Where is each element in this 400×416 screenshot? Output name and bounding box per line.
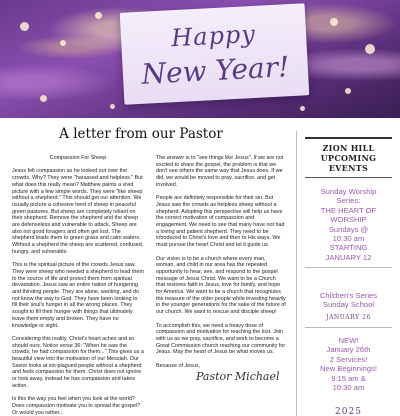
event-line: Series:	[336, 196, 361, 206]
event-line: 10:30 am	[332, 383, 365, 393]
event-line: NEW!	[338, 336, 359, 345]
bokeh-light	[365, 44, 375, 54]
event-line: New Beginnings!	[320, 364, 377, 374]
card-text-line1: Happy	[170, 19, 257, 53]
paragraph: People are definitely responsible for their sin. But Jesus saw the crowds as helpless sheep without a shepherd. Adopting this perspective will help us have the correct motivation of compassion and engagement. We need to see that many have not had a loving and patient shepherd. They need to be introduced to Christ's love and then to His ways. We must pursue the heart Christ and let it guide us.	[156, 195, 285, 249]
article-column-1	[12, 155, 144, 416]
event-line: 2 Services!	[329, 354, 368, 364]
paragraph: Is this the way you feel when you look at the world? Does compassion motivate you to spread the gospel? Or would you rather...	[12, 396, 141, 416]
bokeh-light	[60, 40, 66, 46]
paragraph: Considering this reality, Christ's heart aches and so should ours. Notice verse 36: "When he saw the crowds, he had compassion for them..." This gives us a beautiful view into the motivation of our Messiah. Our Savior looks at sin-plagued people without a shepherd and feels compassion for them. Christ does not ignore or look away, instead he has compassion and takes action.	[12, 335, 144, 389]
closing-line: Because of Jesus,	[156, 362, 201, 369]
bokeh-light	[40, 95, 47, 102]
event-childrens-series	[301, 291, 396, 322]
event-line: STARTING	[329, 243, 368, 253]
sidebar-title-line: EVENTS	[328, 163, 369, 173]
event-line: Children's Series	[319, 291, 378, 300]
event-line: Sunday Worship	[320, 187, 377, 196]
sidebar-year: 2025	[335, 407, 362, 416]
event-divider	[305, 267, 392, 268]
article-title: A letter from our Pastor	[59, 126, 223, 142]
bokeh-light	[300, 106, 305, 111]
pastor-signature: Pastor Michael	[196, 370, 280, 384]
event-line: 9:15 am &	[331, 373, 366, 383]
bokeh-light	[20, 22, 29, 31]
greeting-card	[120, 3, 310, 105]
event-line: 10:30 am	[332, 234, 365, 244]
event-divider	[305, 327, 392, 328]
paragraph: Jesus felt compassion as he looked out over the crowds. Why? They were "harassed and helpless." But what does this really mean? Matthew paints a vivid picture with a few simple words. They were "like sheep without a shepherd." This should get our attention. We usually picture a cohesive herd of sheep in peaceful green pastures. But sheep are completely reliant on their shepherd. Remove the shepherd and the sheep are defenseless and vulnerable to attack. Sheep are also not good foragers and often get lost. The shepherd leads them to green grass and calm waters. Without a shepherd the sheep are scattered, confused, hungry, and vulnerable.	[12, 168, 144, 255]
sidebar-title	[301, 143, 396, 173]
event-line: Sundays @	[328, 224, 369, 234]
sidebar-title-line: ZION HILL	[322, 143, 375, 153]
bokeh-light	[110, 104, 115, 109]
event-line: Sunday School	[322, 300, 375, 310]
event-line: JANUARY 12	[325, 252, 372, 262]
event-line: WORSHIP	[330, 215, 367, 225]
bokeh-light	[345, 88, 351, 94]
bokeh-light	[95, 12, 102, 19]
paragraph: Our vision is to be a church where every man, woman, and child in our area has the repeated opportunity to hear, see, and respond to the gospel message of Jesus Christ. We want to be a Church that restores faith in Jesus, love for family, and hope for America. We want to be a church that recognizes the treasure of the older people while investing heavily in the younger generations for the sake of the future of our church. We want to rescue and disciple sheep!	[156, 255, 286, 316]
new-year-banner	[0, 0, 400, 118]
sidebar-top-rule	[305, 137, 392, 139]
sidebar-title-rule	[305, 177, 392, 178]
article-column-2	[156, 155, 286, 384]
event-sunday-worship	[301, 187, 396, 262]
event-date: JANUARY 26	[325, 313, 372, 321]
event-line: THE HEART OF	[320, 205, 377, 215]
bokeh-light	[330, 18, 338, 26]
card-text-line2: New Year!	[140, 50, 291, 91]
event-line: January 26th	[326, 345, 371, 355]
paragraph: This is the spiritual picture of the crowds Jesus saw. They were sheep who needed a shepherd to lead them to the source of life and protect them from spiritual devastation. Jesus saw an entire nation of hungering and thirsting people. They are alone, wanting, and do not know the way to God. They have been looking to fill their soul's hunger in all the wrong places. They sought to fill their hunger with things that ultimately leave them empty and broken. They have no knowledge or sight.	[12, 262, 144, 329]
paragraph: To accomplish this, we need a heavy dose of compassion and motivation for reaching the lost. Join with us as we pray, sacrifice, and work to become a Great Commission church reaching our community for Jesus. May the heart of Jesus be what moves us.	[156, 322, 286, 356]
column-heading: Compassion For Sheep	[49, 155, 107, 161]
events-sidebar	[296, 131, 396, 416]
event-new-services	[301, 336, 396, 392]
paragraph: The answer is to "see things like Jesus". If we are not excited to share the gospel, the problem is that we don't see others the same way that Jesus does. If we did, we would be moved to pray, sacrifice, and get involved.	[156, 155, 284, 188]
sidebar-title-line: UPCOMING	[320, 153, 377, 163]
